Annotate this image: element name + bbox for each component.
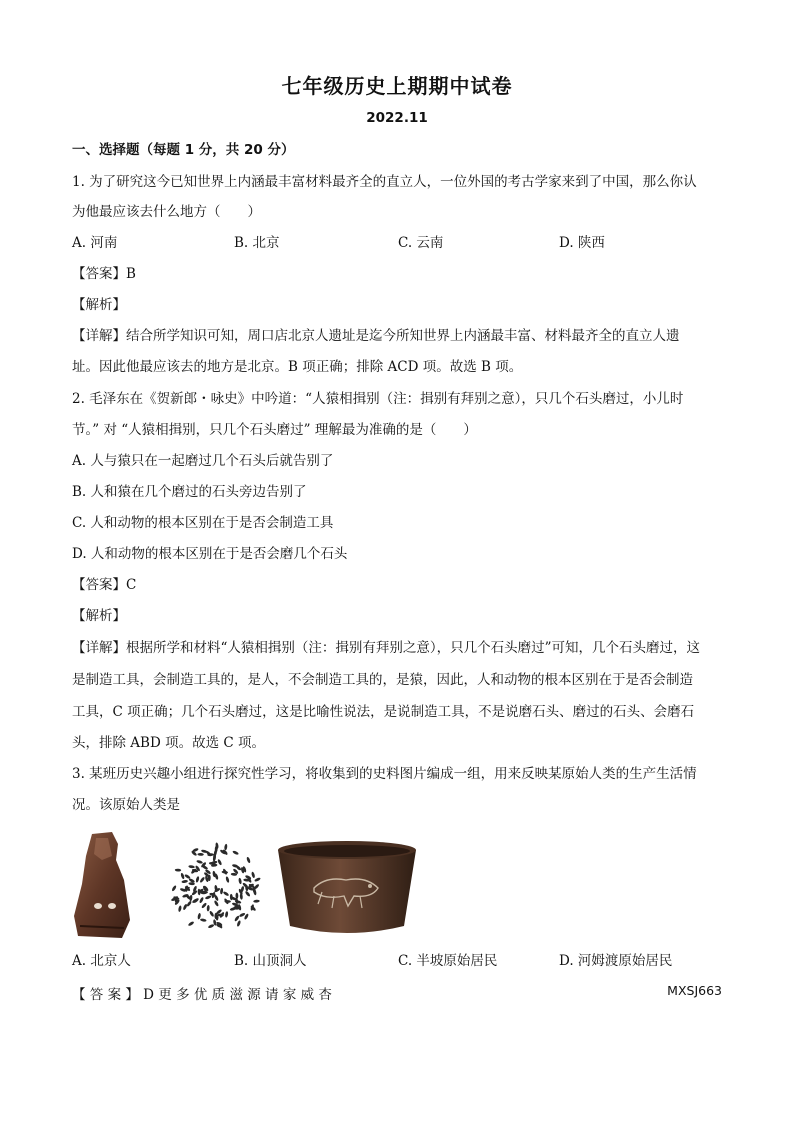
section-heading: 一、选择题（每题 1 分，共 20 分） xyxy=(72,142,295,158)
q1-analysis-label: 【解析】 xyxy=(72,297,126,313)
q1-detail-line2: 址。因此他最应该去的地方是北京。B 项正确；排除 ACD 项。故选 B 项。 xyxy=(72,359,523,375)
q2-detail-line3: 工具，C 项正确；几个石头磨过，这是比喻性说法，是说制造工具，不是说磨石头、磨过的石头、会磨石 xyxy=(72,704,695,720)
q1-stem-line1: 1. 为了研究这今已知世界上内涵最丰富材料最齐全的直立人，一位外国的考古学家来到了中国，那么你认 xyxy=(72,174,697,190)
q2-answer: 【答案】C xyxy=(72,577,137,593)
q2-analysis-label: 【解析】 xyxy=(72,608,126,624)
bone-artifact-image xyxy=(72,830,134,940)
q1-option-d: D. 陕西 xyxy=(559,235,605,251)
pottery-bowl-image xyxy=(274,836,420,940)
q2-stem-line2: 节。” 对 “人猿相揖别，只几个石头磨过” 理解最为准确的是（ ） xyxy=(72,422,477,438)
q2-stem-line1: 2. 毛泽东在《贺新郎・咏史》中吟道：“人猿相揖别（注：揖别有拜别之意），只几个石头磨过，小儿时 xyxy=(72,391,684,407)
q1-stem-line2: 为他最应该去什么地方（ ） xyxy=(72,204,261,220)
q3-stem-line1: 3. 某班历史兴趣小组进行探究性学习，将收集到的史料图片编成一组，用来反映某原始人类的生产生活情 xyxy=(72,766,697,782)
q3-stem-line2: 况。该原始人类是 xyxy=(72,797,180,813)
q2-detail-line4: 头，排除 ABD 项。故选 C 项。 xyxy=(72,735,265,751)
q3-answer-footer xyxy=(72,983,722,1003)
q2-detail-line2: 是制造工具，会制造工具的，是人，不会制造工具的，是猿，因此，人和动物的根本区别在于是否会制造 xyxy=(72,672,693,688)
q3-option-c: C. 半坡原始居民 xyxy=(398,953,498,969)
q1-option-b: B. 北京 xyxy=(234,235,280,251)
q2-option-b: B. 人和猿在几个磨过的石头旁边告别了 xyxy=(72,484,307,500)
exam-date: 2022.11 xyxy=(366,110,428,126)
q3-option-d: D. 河姆渡原始居民 xyxy=(559,953,673,969)
q2-option-c: C. 人和动物的根本区别在于是否会制造工具 xyxy=(72,515,334,531)
q1-answer: 【答案】B xyxy=(72,266,136,282)
rice-grains-image xyxy=(166,838,266,938)
exam-title: 七年级历史上期期中试卷 xyxy=(281,74,513,98)
q2-option-a: A. 人与猿只在一起磨过几个石头后就告别了 xyxy=(72,453,334,469)
q1-option-c: C. 云南 xyxy=(398,235,444,251)
q3-option-a: A. 北京人 xyxy=(72,953,131,969)
footer-code: MXSJ663 xyxy=(667,983,722,998)
q3-answer-text: 【 答 案 】 D 更 多 优 质 滋 源 请 家 威 杏 xyxy=(72,987,332,1003)
q1-option-a: A. 河南 xyxy=(72,235,118,251)
q2-option-d: D. 人和动物的根本区别在于是否会磨几个石头 xyxy=(72,546,348,562)
q2-detail-line1: 【详解】根据所学和材料“人猿相揖别（注：揖别有拜别之意），只几个石头磨过”可知，几个石头磨过，这 xyxy=(72,640,701,656)
q1-detail-line1: 【详解】结合所学知识可知，周口店北京人遗址是迄今所知世界上内涵最丰富、材料最齐全的直立人遗 xyxy=(72,328,680,344)
q3-option-b: B. 山顶洞人 xyxy=(234,953,307,969)
